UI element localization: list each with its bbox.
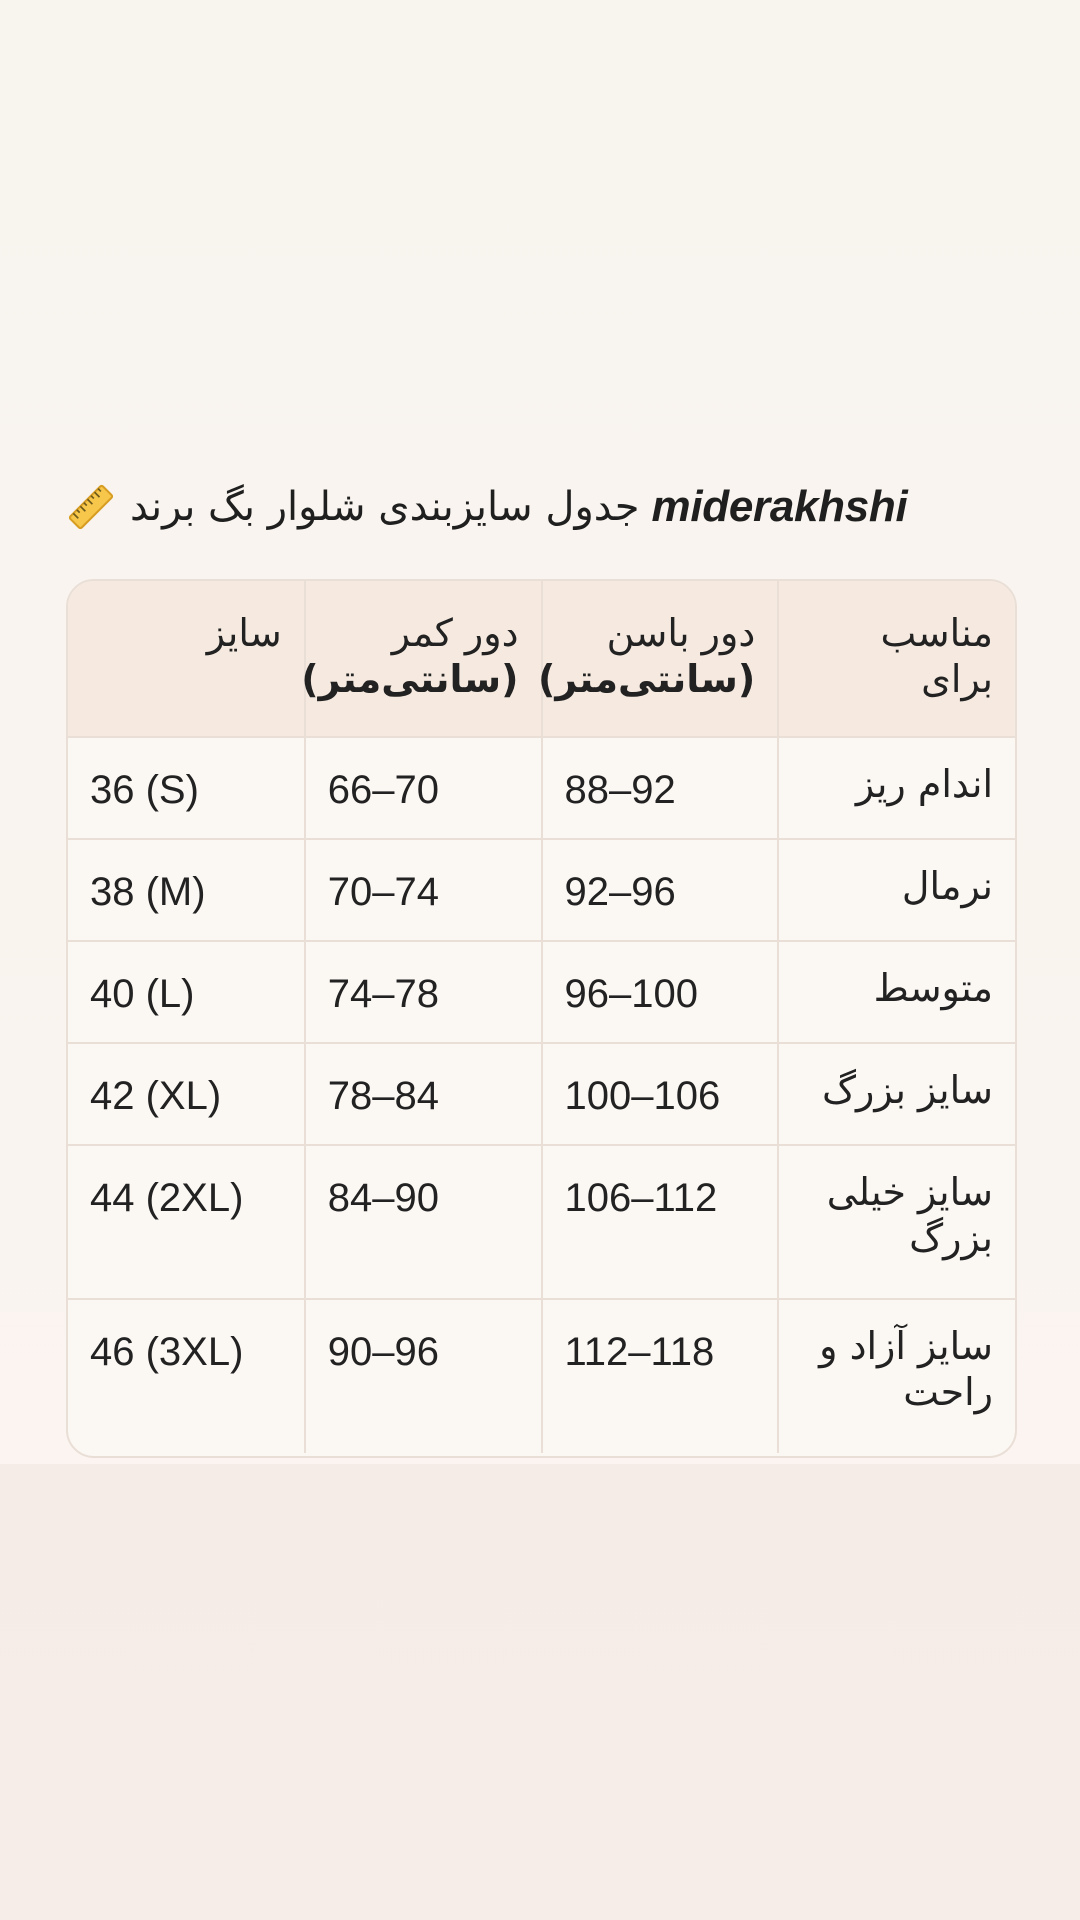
hip-column-header: دور باسن (سانتی‌متر) xyxy=(542,581,779,737)
size-chart-table xyxy=(66,579,1017,1458)
hip-cell: 112–118 xyxy=(542,1299,779,1453)
table-row xyxy=(68,941,1015,1043)
fit-cell: نرمال xyxy=(778,839,1015,941)
fit-column-header: مناسب برای xyxy=(778,581,1015,737)
size-cell: 42 (XL) xyxy=(68,1043,305,1145)
page-title xyxy=(130,482,908,531)
waist-cell: 90–96 xyxy=(305,1299,542,1453)
hip-cell: 88–92 xyxy=(542,737,779,839)
size-chart xyxy=(68,581,1015,1453)
size-cell: 44 (2XL) xyxy=(68,1145,305,1299)
brand-name: miderakhshi xyxy=(651,482,908,531)
fit-cell: متوسط xyxy=(778,941,1015,1043)
hip-cell: 96–100 xyxy=(542,941,779,1043)
size-cell: 40 (L) xyxy=(68,941,305,1043)
table-header-row xyxy=(68,581,1015,737)
waist-cell: 84–90 xyxy=(305,1145,542,1299)
waist-cell: 66–70 xyxy=(305,737,542,839)
table-header xyxy=(68,581,1015,737)
size-cell: 36 (S) xyxy=(68,737,305,839)
table-body xyxy=(68,737,1015,1453)
hip-cell: 92–96 xyxy=(542,839,779,941)
page-title-text: جدول سایزبندی شلوار بگ برند xyxy=(130,484,640,530)
size-column-header: سایز xyxy=(68,581,305,737)
waist-cell: 78–84 xyxy=(305,1043,542,1145)
table-row xyxy=(68,839,1015,941)
hip-cell: 100–106 xyxy=(542,1043,779,1145)
fit-cell: سایز خیلی بزرگ xyxy=(778,1145,1015,1299)
fit-cell: سایز آزاد و راحت xyxy=(819,1324,993,1414)
ruler-icon xyxy=(66,482,116,532)
waist-column-header: دور کمر (سانتی‌متر) xyxy=(305,581,542,737)
fit-cell: سایز بزرگ xyxy=(778,1043,1015,1145)
title-row xyxy=(66,476,1014,538)
table-row xyxy=(68,1043,1015,1145)
size-cell: 46 (3XL) xyxy=(68,1299,305,1453)
table-row xyxy=(68,1299,1015,1453)
table-row xyxy=(68,1145,1015,1299)
size-cell: 38 (M) xyxy=(68,839,305,941)
table-row xyxy=(68,737,1015,839)
hip-cell: 106–112 xyxy=(542,1145,779,1299)
fit-cell: اندام ریز xyxy=(778,737,1015,839)
waist-cell: 70–74 xyxy=(305,839,542,941)
waist-cell: 74–78 xyxy=(305,941,542,1043)
